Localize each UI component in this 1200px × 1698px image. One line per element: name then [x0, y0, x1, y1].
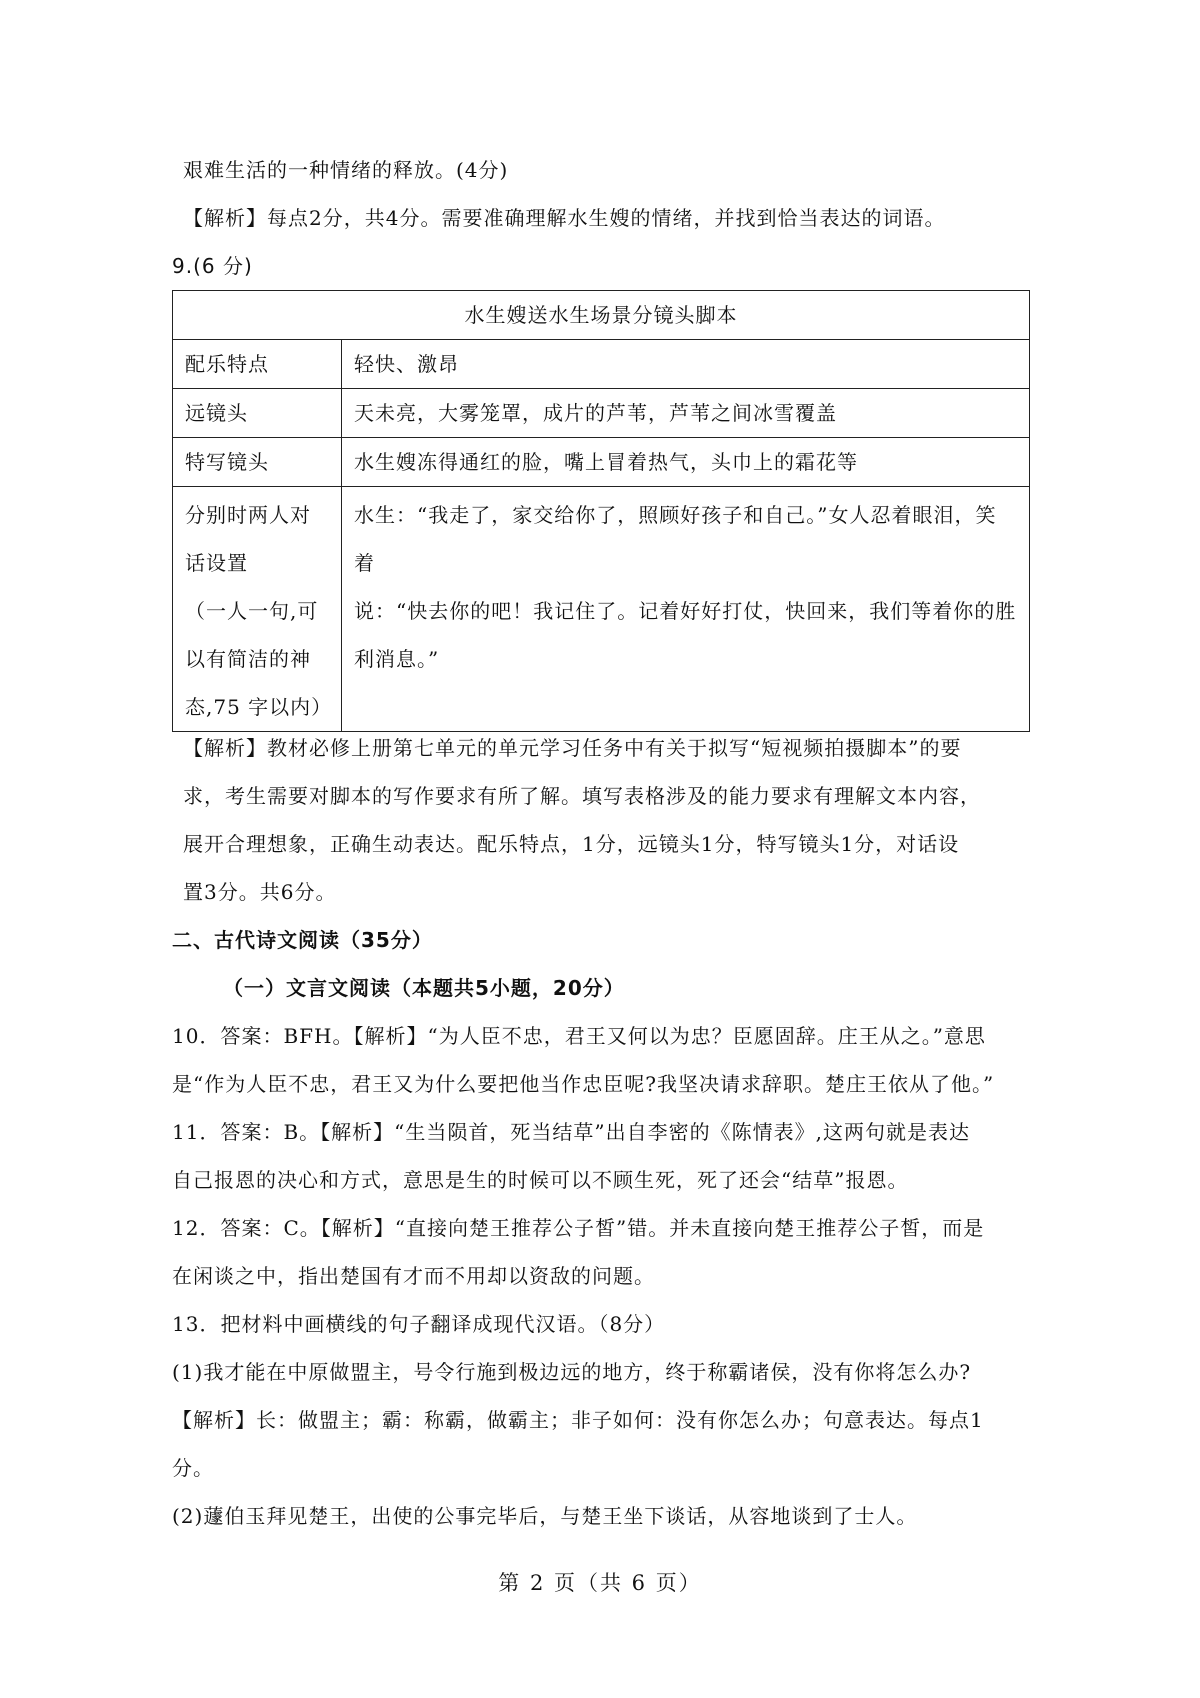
paragraph-line: 分。: [172, 1456, 214, 1480]
analysis-line: 【解析】长：做盟主；霸：称霸，做霸主；非子如何：没有你怎么办；句意表达。每点1: [172, 1408, 984, 1432]
table-row: [173, 438, 1030, 487]
answer-line: 12．答案：C。【解析】“直接向楚王推荐公子皙”错。并未直接向楚王推荐公子皙，而是: [172, 1216, 985, 1240]
paragraph-line: 求，考生需要对脚本的写作要求有所了解。填写表格涉及的能力要求有理解文本内容，: [183, 784, 981, 808]
dialogue-text: [342, 487, 1030, 732]
paragraph-line: 在闲谈之中，指出楚国有才而不用却以资敌的问题。: [172, 1264, 655, 1288]
translation-line: (1)我才能在中原做盟主，号令行施到极边远的地方，终于称霸诸侯，没有你将怎么办?: [172, 1360, 972, 1384]
row-text: 水生嫂冻得通红的脸，嘴上冒着热气，头巾上的霜花等: [342, 438, 1030, 487]
dialogue-label: [173, 487, 342, 732]
dialogue-text-line: 水生：“我走了，家交给你了，照顾好孩子和自己。”女人忍着眼泪，笑着: [354, 503, 997, 575]
row-label: 远镜头: [173, 389, 342, 438]
answer-line: 11．答案：B。【解析】“生当陨首，死当结草”出自李密的《陈情表》,这两句就是表达: [172, 1120, 970, 1144]
dialogue-text-line: 利消息。”: [354, 647, 440, 671]
paragraph-line: 展开合理想象，正确生动表达。配乐特点，1分，远镜头1分，特写镜头1分，对话设: [183, 832, 960, 856]
table-row: [173, 389, 1030, 438]
section-heading: 二、古代诗文阅读（35分）: [172, 928, 433, 952]
dialogue-label-line: 态,75 字以内）: [185, 695, 333, 719]
row-label: 特写镜头: [173, 438, 342, 487]
dialogue-label-line: 话设置: [185, 551, 248, 575]
subsection-heading: （一）文言文阅读（本题共5小题，20分）: [223, 976, 625, 1000]
dialogue-label-line: 以有简洁的神: [185, 647, 311, 671]
paragraph-line: 是“作为人臣不忠，君王又为什么要把他当作忠臣呢?我坚决请求辞职。楚庄王依从了他。”: [172, 1072, 995, 1096]
question-heading: 9.(6 分): [172, 254, 253, 278]
dialogue-label-line: 分别时两人对: [185, 503, 311, 527]
storyboard-table: [172, 290, 1030, 732]
paragraph-line: 自己报恩的决心和方式，意思是生的时候可以不顾生死，死了还会“结草”报恩。: [172, 1168, 909, 1192]
row-label: 配乐特点: [173, 340, 342, 389]
table-row: [173, 340, 1030, 389]
dialogue-label-line: （一人一句,可: [185, 599, 319, 623]
table-title: 水生嫂送水生场景分镜头脚本: [173, 291, 1030, 340]
table-row: [173, 487, 1030, 732]
translation-line: (2)蘧伯玉拜见楚王，出使的公事完毕后，与楚王坐下谈话，从容地谈到了士人。: [172, 1504, 918, 1528]
paragraph-line: 艰难生活的一种情绪的释放。(4分): [183, 158, 509, 182]
analysis-line: 【解析】每点2分，共4分。需要准确理解水生嫂的情绪，并找到恰当表达的词语。: [183, 206, 946, 230]
question-line: 13．把材料中画横线的句子翻译成现代汉语。（8分）: [172, 1312, 666, 1336]
analysis-line: 【解析】教材必修上册第七单元的单元学习任务中有关于拟写“短视频拍摄脚本”的要: [183, 736, 962, 760]
answer-line: 10．答案：BFH。【解析】“为人臣不忠，君王又何以为忠？臣愿固辞。庄王从之。”意思: [172, 1024, 986, 1048]
paragraph-line: 置3分。共6分。: [183, 880, 337, 904]
dialogue-text-line: 说：“快去你的吧！我记住了。记着好好打仗，快回来，我们等着你的胜: [354, 599, 1017, 623]
row-text: 轻快、激昂: [342, 340, 1030, 389]
row-text: 天未亮，大雾笼罩，成片的芦苇，芦苇之间冰雪覆盖: [342, 389, 1030, 438]
page-footer: 第 2 页（共 6 页）: [498, 1571, 702, 1595]
